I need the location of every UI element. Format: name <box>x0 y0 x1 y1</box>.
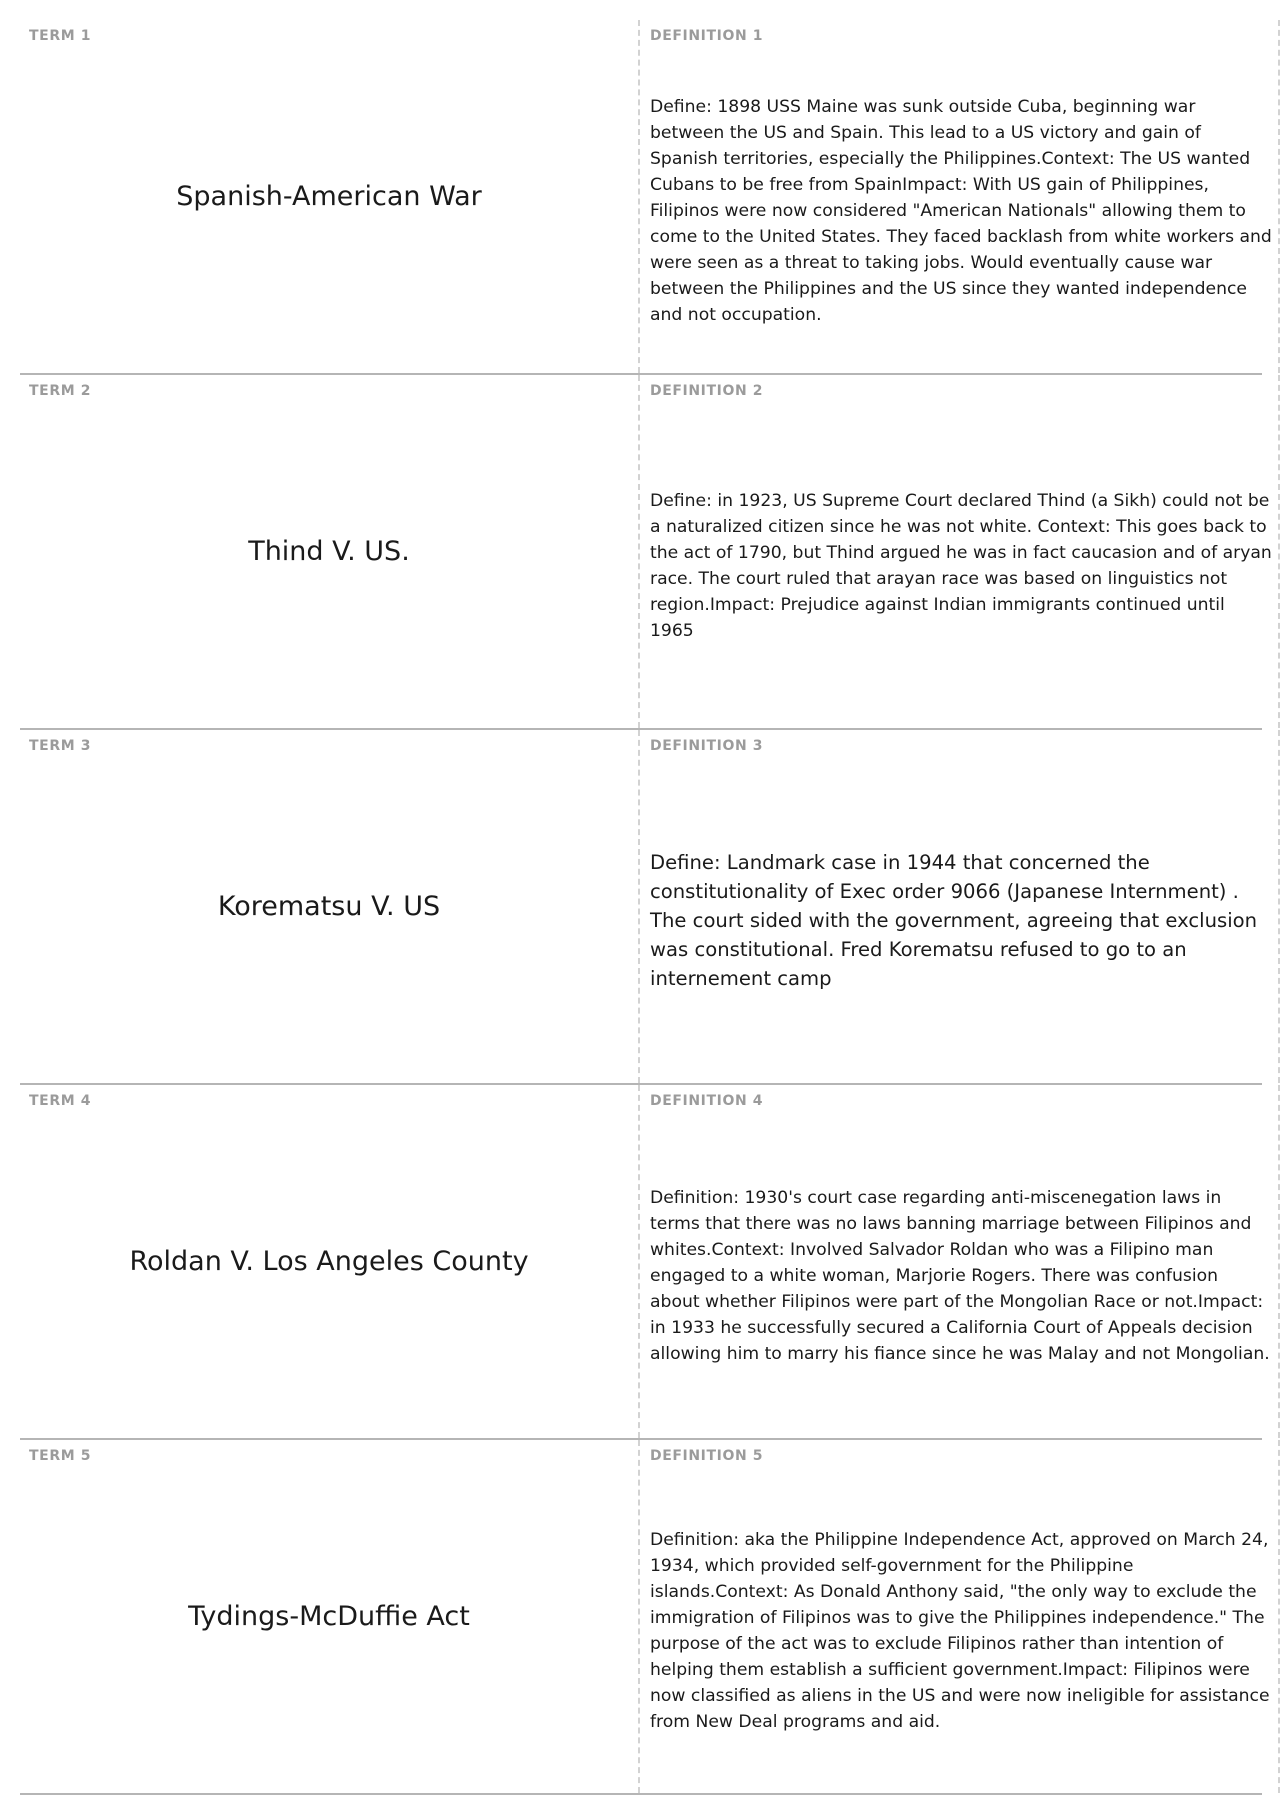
definition-tag: DEFINITION 2 <box>650 383 764 399</box>
term-text <box>20 1085 638 1438</box>
definition-cell <box>640 375 1280 728</box>
definition-body: Define: in 1923, US Supreme Court declared Thind (a Sikh) could not be a naturalized citizen since he was not white. Context: This goes back to the act of 1790, but Thind argued he was in fact caucasion and of aryan race. The court ruled that arayan race was based on linguistics not region.Impact: Prejudice against Indian immigrants continued until 1965 <box>650 490 1272 641</box>
definition-tag: DEFINITION 1 <box>650 28 764 44</box>
definition-text <box>650 1121 1272 1430</box>
term-tag: TERM 4 <box>29 1093 92 1109</box>
term-text <box>20 20 638 373</box>
term-cell <box>20 20 640 373</box>
definition-body: Definition: aka the Philippine Independence Act, approved on March 24, 1934, which provided self-government for the Philippine islands.Context: As Donald Anthony said, "the only way to exclude the immigration of Filipinos was to give the Philippines independence." The purpose of the act was to exclude Filipinos rather than intention of helping them establish a sufficient government.Impact: Filipinos were now classified as aliens in the US and were now ineligible for assistance from New Deal programs and aid. <box>650 1529 1270 1732</box>
term-text <box>20 1440 638 1793</box>
term-tag: TERM 1 <box>29 28 92 44</box>
definition-cell <box>640 730 1280 1083</box>
term-label: Tydings-McDuffie Act <box>188 1601 470 1632</box>
definition-tag: DEFINITION 3 <box>650 738 764 754</box>
definition-body: Define: 1898 USS Maine was sunk outside Cuba, beginning war between the US and Spain. This lead to a US victory and gain of Spanish territories, especially the Philippines.Context: The US wanted Cubans to be free from SpainImpact: With US gain of Philippines, Filipinos were now considered "American Nationals" allowing them to come to the United States. They faced backlash from white workers and were seen as a threat to taking jobs. Would eventually cause war between the Philippines and the US since they wanted independence and not occupation. <box>650 96 1272 325</box>
term-tag: TERM 3 <box>29 738 92 754</box>
card-row-3 <box>20 730 1262 1085</box>
definition-tag: DEFINITION 4 <box>650 1093 764 1109</box>
term-cell <box>20 730 640 1083</box>
card-row-1 <box>20 20 1272 375</box>
definition-text <box>650 411 1272 720</box>
card-row-4 <box>20 1085 1270 1440</box>
definition-cell <box>640 20 1280 373</box>
term-cell <box>20 1085 640 1438</box>
term-label: Thind V. US. <box>248 536 410 567</box>
card-row-5 <box>20 1440 1270 1795</box>
term-label: Roldan V. Los Angeles County <box>129 1246 529 1277</box>
definition-cell <box>640 1440 1280 1793</box>
flashcard-sheet <box>20 20 1272 1795</box>
card-row-2 <box>20 375 1272 730</box>
definition-text <box>650 1476 1272 1785</box>
term-tag: TERM 5 <box>29 1448 92 1464</box>
term-text <box>20 375 638 728</box>
definition-tag: DEFINITION 5 <box>650 1448 764 1464</box>
term-text <box>20 730 638 1083</box>
term-cell <box>20 375 640 728</box>
term-cell <box>20 1440 640 1793</box>
definition-text <box>650 56 1272 365</box>
term-label: Korematsu V. US <box>217 891 441 922</box>
definition-text <box>650 766 1272 1075</box>
definition-cell <box>640 1085 1280 1438</box>
term-tag: TERM 2 <box>29 383 92 399</box>
definition-body: Definition: 1930's court case regarding anti-miscenegation laws in terms that there was no laws banning marriage between Filipinos and whites.Context: Involved Salvador Roldan who was a Filipino man engaged to a white woman, Marjorie Rogers. There was confusion about whether Filipinos were part of the Mongolian Race or not.Impact: in 1933 he successfully secured a California Court of Appeals decision allowing him to marry his fiance since he was Malay and not Mongolian. <box>650 1187 1270 1364</box>
term-label: Spanish-American War <box>176 181 482 212</box>
definition-body: Define: Landmark case in 1944 that concerned the constitutionality of Exec order 9066 (Japanese Internment) . The court sided with the government, agreeing that exclusion was constitutional. Fred Korematsu refused to go to an internement camp <box>650 851 1258 990</box>
